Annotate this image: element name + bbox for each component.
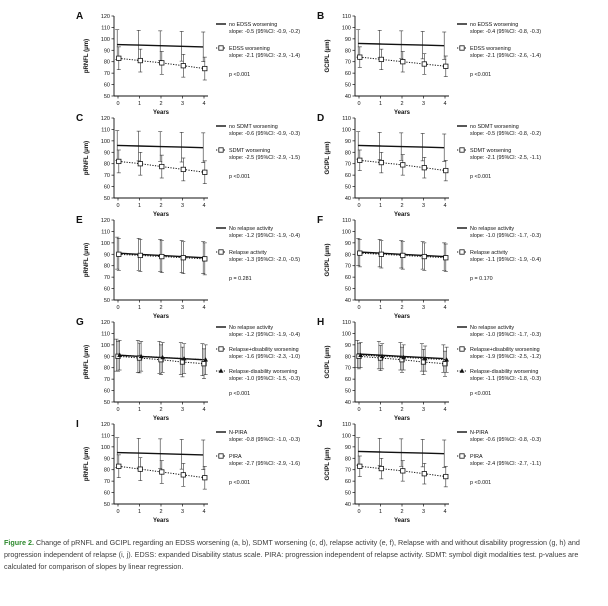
y-tick-label: 70	[344, 365, 351, 372]
data-point	[160, 254, 164, 258]
x-axis-label: Years	[393, 416, 411, 422]
legend-label: N-PIRA	[229, 430, 248, 436]
x-tick-label: 2	[400, 305, 404, 311]
x-tick-label: 4	[443, 101, 447, 107]
figure-frame	[64, 0, 542, 526]
p-value: p <0.001	[229, 391, 251, 397]
panel-letter: I	[76, 419, 79, 430]
panel-d	[317, 113, 541, 218]
x-tick-label: 2	[159, 407, 163, 413]
legend-label: No relapse activity	[229, 325, 274, 331]
y-tick-label: 70	[103, 275, 110, 282]
x-tick-label: 1	[137, 101, 142, 107]
y-tick-label: 60	[103, 286, 110, 293]
panel-e	[76, 215, 300, 320]
x-tick-label: 1	[378, 407, 383, 413]
data-point	[401, 253, 405, 257]
panel-b	[317, 11, 541, 116]
x-tick-label: 4	[202, 203, 206, 209]
panel-f	[317, 215, 541, 320]
data-point	[444, 474, 448, 478]
y-tick-label: 110	[342, 422, 351, 428]
y-tick-label: 100	[100, 138, 110, 145]
legend-slope: slope: -0.6 (95%CI: -0.8, -0.3)	[470, 437, 542, 443]
data-point	[181, 64, 185, 68]
x-tick-label: 1	[378, 509, 383, 515]
y-tick-label: 60	[103, 184, 110, 191]
legend-label: No relapse activity	[229, 226, 274, 232]
data-point	[117, 252, 121, 256]
x-axis-label: Years	[393, 110, 411, 116]
legend-slope: slope: -1.6 (95%CI: -2.3, -1.0)	[229, 354, 301, 360]
legend-marker	[460, 250, 464, 254]
y-tick-label: 40	[344, 196, 351, 202]
caption-lead: Figure 2.	[4, 538, 34, 547]
x-tick-label: 0	[116, 407, 120, 413]
x-tick-label: 0	[357, 305, 361, 311]
legend-label: Relapse activity	[470, 250, 508, 256]
panel-letter: G	[76, 317, 84, 328]
y-tick-label: 80	[103, 59, 110, 66]
y-tick-label: 110	[101, 229, 110, 236]
y-tick-label: 90	[344, 240, 351, 247]
p-value: p <0.001	[229, 174, 251, 180]
data-point	[203, 257, 207, 261]
y-axis-label: pRNFL (μm)	[84, 140, 90, 176]
y-tick-label: 60	[344, 479, 351, 486]
x-axis-label: Years	[152, 110, 170, 116]
data-point	[358, 158, 362, 162]
y-tick-label: 90	[103, 252, 110, 259]
legend-slope: slope: -1.1 (95%CI: -1.8, -0.3)	[470, 376, 542, 382]
legend-label: no SDMT worsening	[229, 124, 278, 130]
p-value: p = 0.170	[470, 276, 493, 282]
legend-label: N-PIRA	[470, 430, 489, 436]
y-tick-label: 100	[100, 342, 110, 349]
x-axis-label: Years	[152, 314, 170, 320]
y-axis-label: pRNFL (μm)	[84, 344, 90, 380]
data-point	[160, 470, 164, 474]
y-tick-label: 110	[342, 14, 351, 20]
y-axis-label: GCIPL (μm)	[325, 243, 331, 277]
y-tick-label: 90	[103, 48, 110, 55]
p-value: p = 0.281	[229, 276, 252, 282]
x-tick-label: 4	[443, 203, 447, 209]
p-value: p <0.001	[229, 480, 251, 486]
x-tick-label: 4	[202, 305, 206, 311]
y-tick-label: 60	[103, 82, 110, 89]
x-tick-label: 3	[421, 407, 426, 413]
x-tick-label: 4	[202, 407, 206, 413]
y-tick-label: 100	[341, 25, 351, 32]
data-point	[422, 254, 426, 258]
legend-marker	[460, 454, 464, 458]
legend-label: SDMT worsening	[229, 148, 271, 154]
y-tick-label: 80	[103, 365, 110, 372]
legend-slope: slope: -0.8 (95%CI: -1.0, -0.3)	[229, 437, 301, 443]
legend-label: SDMT worsening	[470, 148, 512, 154]
panel-a	[76, 11, 300, 116]
legend-label: Relapse activity	[229, 250, 267, 256]
legend-slope: slope: -0.6 (95%CI: -0.9, -0.3)	[229, 131, 301, 137]
data-point	[181, 167, 185, 171]
y-tick-label: 110	[101, 127, 110, 134]
data-point	[379, 466, 383, 470]
y-tick-label: 120	[100, 422, 110, 428]
data-point	[117, 464, 121, 468]
y-tick-label: 80	[103, 263, 110, 270]
panel-letter: F	[317, 215, 324, 226]
y-axis-label: GCIPL (μm)	[325, 345, 331, 379]
y-tick-label: 40	[344, 94, 351, 100]
x-tick-label: 1	[378, 305, 383, 311]
p-value: p <0.001	[470, 174, 492, 180]
y-tick-label: 110	[101, 25, 110, 32]
legend-slope: slope: -0.5 (95%CI: -0.9, -0.2)	[229, 29, 301, 35]
y-tick-label: 70	[103, 479, 110, 486]
x-tick-label: 1	[137, 305, 142, 311]
data-point	[422, 62, 426, 66]
data-point	[138, 58, 142, 62]
data-point	[358, 464, 362, 468]
legend-slope: slope: -2.1 (95%CI: -2.5, -1.1)	[470, 155, 542, 161]
y-tick-label: 70	[344, 161, 351, 168]
legend-marker	[460, 46, 464, 50]
data-point	[138, 253, 142, 257]
legend-slope: slope: -1.0 (95%CI: -1.7, -0.3)	[470, 233, 542, 239]
legend-marker	[460, 148, 464, 152]
y-tick-label: 100	[341, 433, 351, 440]
data-point	[160, 61, 164, 65]
x-tick-label: 3	[180, 509, 185, 515]
legend-slope: slope: -1.2 (95%CI: -1.9, -0.4)	[229, 332, 301, 338]
x-tick-label: 1	[378, 203, 383, 209]
data-point	[379, 252, 383, 256]
panel-c	[76, 113, 300, 218]
x-tick-label: 2	[400, 407, 404, 413]
x-tick-label: 0	[116, 101, 120, 107]
x-tick-label: 2	[159, 203, 163, 209]
panel-j	[317, 419, 541, 524]
data-point	[444, 168, 448, 172]
x-tick-label: 0	[357, 203, 361, 209]
y-tick-label: 100	[100, 444, 110, 451]
y-tick-label: 80	[344, 48, 351, 55]
legend-label: no EDSS worsening	[229, 22, 278, 28]
legend-marker	[219, 46, 223, 50]
y-tick-label: 120	[100, 116, 110, 122]
x-tick-label: 3	[180, 305, 185, 311]
legend-marker	[219, 148, 223, 152]
y-tick-label: 60	[103, 490, 110, 497]
data-point	[401, 60, 405, 64]
y-tick-label: 110	[101, 331, 110, 338]
y-tick-label: 110	[342, 320, 351, 326]
y-tick-label: 70	[344, 263, 351, 270]
p-value: p <0.001	[470, 480, 492, 486]
data-point	[138, 467, 142, 471]
y-tick-label: 80	[344, 456, 351, 463]
y-tick-label: 80	[344, 252, 351, 259]
data-point	[203, 170, 207, 174]
y-axis-label: GCIPL (μm)	[325, 141, 331, 175]
x-tick-label: 4	[202, 509, 206, 515]
y-tick-label: 50	[103, 298, 110, 304]
x-tick-label: 1	[137, 407, 142, 413]
x-tick-label: 4	[443, 305, 447, 311]
data-point	[117, 159, 121, 163]
y-axis-label: GCIPL (μm)	[325, 447, 331, 481]
y-tick-label: 50	[103, 400, 110, 406]
x-axis-label: Years	[393, 212, 411, 218]
x-tick-label: 4	[443, 509, 447, 515]
legend-label: EDSS worsening	[470, 46, 511, 52]
x-axis-label: Years	[152, 416, 170, 422]
y-tick-label: 110	[342, 116, 351, 122]
y-tick-label: 90	[344, 342, 351, 349]
x-tick-label: 3	[180, 101, 185, 107]
p-value: p <0.001	[470, 391, 492, 397]
y-tick-label: 100	[341, 331, 351, 338]
x-tick-label: 3	[180, 203, 185, 209]
x-axis-label: Years	[152, 212, 170, 218]
y-tick-label: 60	[103, 388, 110, 395]
y-tick-label: 100	[100, 36, 110, 43]
x-tick-label: 0	[116, 305, 120, 311]
data-point	[203, 476, 207, 480]
legend-slope: slope: -1.2 (95%CI: -1.9, -0.4)	[229, 233, 301, 239]
y-axis-label: pRNFL (μm)	[84, 446, 90, 482]
y-axis-label: pRNFL (μm)	[84, 242, 90, 278]
y-tick-label: 50	[344, 82, 351, 89]
figure-caption	[4, 537, 604, 573]
x-tick-label: 3	[421, 203, 426, 209]
panel-i	[76, 419, 300, 524]
y-tick-label: 50	[344, 286, 351, 293]
legend-slope: slope: -1.0 (95%CI: -1.7, -0.3)	[470, 332, 542, 338]
y-tick-label: 100	[341, 229, 351, 236]
y-tick-label: 100	[100, 240, 110, 247]
panel-letter: B	[317, 11, 325, 22]
x-tick-label: 2	[159, 305, 163, 311]
x-tick-label: 4	[443, 407, 447, 413]
x-tick-label: 0	[116, 509, 120, 515]
data-point	[358, 55, 362, 59]
y-tick-label: 50	[103, 196, 110, 202]
x-tick-label: 2	[400, 203, 404, 209]
legend-label: No relapse activity	[470, 325, 515, 331]
data-point	[203, 66, 207, 70]
data-point	[422, 166, 426, 170]
y-tick-label: 40	[344, 298, 351, 304]
legend-label: Relapse-disability worsening	[470, 369, 539, 375]
y-tick-label: 120	[100, 218, 110, 224]
data-point	[401, 163, 405, 167]
legend-label: no SDMT worsening	[470, 124, 519, 130]
x-tick-label: 3	[180, 407, 185, 413]
legend-marker	[219, 454, 223, 458]
data-point	[422, 472, 426, 476]
legend-label: Relapse-disability worsening	[229, 369, 298, 375]
data-point	[358, 251, 362, 255]
y-tick-label: 70	[103, 377, 110, 384]
y-tick-label: 40	[344, 502, 351, 508]
y-tick-label: 60	[344, 71, 351, 78]
y-tick-label: 60	[344, 377, 351, 384]
x-tick-label: 1	[137, 509, 142, 515]
x-tick-label: 0	[357, 509, 361, 515]
y-tick-label: 80	[103, 161, 110, 168]
x-tick-label: 3	[421, 305, 426, 311]
panel-letter: E	[76, 215, 83, 226]
x-axis-label: Years	[152, 518, 170, 524]
y-tick-label: 90	[344, 138, 351, 145]
y-tick-label: 50	[344, 184, 351, 191]
panel-letter: C	[76, 113, 84, 124]
x-tick-label: 3	[421, 101, 426, 107]
y-tick-label: 110	[342, 218, 351, 224]
legend-slope: slope: -2.5 (95%CI: -2.9, -1.5)	[229, 155, 301, 161]
legend-label: No relapse activity	[470, 226, 515, 232]
legend-label: Relapse+disability worsening	[229, 347, 299, 353]
legend-label: EDSS worsening	[229, 46, 270, 52]
x-tick-label: 1	[378, 101, 383, 107]
p-value: p <0.001	[470, 72, 492, 78]
legend-slope: slope: -0.5 (95%CI: -0.8, -0.2)	[470, 131, 542, 137]
legend-slope: slope: -0.4 (95%CI: -0.8, -0.3)	[470, 29, 542, 35]
panel-g	[76, 317, 300, 422]
x-tick-label: 2	[400, 509, 404, 515]
panel-letter: H	[317, 317, 325, 328]
y-tick-label: 120	[100, 14, 110, 20]
y-tick-label: 100	[341, 127, 351, 134]
legend-slope: slope: -2.1 (95%CI: -2.9, -1.4)	[229, 53, 301, 59]
y-axis-label: GCIPL (μm)	[325, 39, 331, 73]
y-tick-label: 50	[103, 94, 110, 100]
y-tick-label: 80	[344, 354, 351, 361]
y-tick-label: 60	[344, 275, 351, 282]
legend-slope: slope: -1.1 (95%CI: -1.9, -0.4)	[470, 257, 542, 263]
data-point	[117, 56, 121, 60]
panel-letter: J	[317, 419, 323, 430]
panel-letter: A	[76, 11, 84, 22]
data-point	[181, 473, 185, 477]
legend-slope: slope: -1.0 (95%CI: -1.5, -0.3)	[229, 376, 301, 382]
data-point	[444, 64, 448, 68]
x-axis-label: Years	[393, 518, 411, 524]
legend-slope: slope: -2.1 (95%CI: -2.6, -1.4)	[470, 53, 542, 59]
legend-slope: slope: -1.9 (95%CI: -2.5, -1.2)	[470, 354, 542, 360]
legend-slope: slope: -2.7 (95%CI: -2.9, -1.6)	[229, 461, 301, 467]
legend-label: no EDSS worsening	[470, 22, 519, 28]
data-point	[138, 162, 142, 166]
y-tick-label: 90	[344, 444, 351, 451]
y-tick-label: 40	[344, 400, 351, 406]
y-tick-label: 80	[103, 467, 110, 474]
data-point	[181, 256, 185, 260]
y-tick-label: 50	[344, 490, 351, 497]
y-tick-label: 50	[103, 502, 110, 508]
x-tick-label: 0	[116, 203, 120, 209]
y-tick-label: 120	[100, 320, 110, 326]
caption-text: Change of pRNFL and GCIPL regarding an EDSS worsening (a, b), SDMT worsening (c, d), relapse activity (e, f), Relapse with and without disability progression (g, h) and progression independent of relapse (i, j). EDSS: expanded Disability status scale. PIRA: progression independent of relapse activity. SDMT: symbol digit modalities test. p-values are calculated for comparison of slopes by linear regression.	[4, 538, 580, 571]
x-tick-label: 1	[137, 203, 142, 209]
y-tick-label: 60	[344, 173, 351, 180]
legend-marker	[219, 347, 223, 351]
legend-marker	[219, 250, 223, 254]
y-tick-label: 90	[103, 456, 110, 463]
figure-panels	[64, 0, 542, 526]
data-point	[444, 256, 448, 260]
legend-label: PIRA	[229, 454, 242, 460]
x-axis-label: Years	[393, 314, 411, 320]
y-tick-label: 110	[101, 433, 110, 440]
y-tick-label: 90	[103, 150, 110, 157]
y-tick-label: 90	[103, 354, 110, 361]
x-tick-label: 2	[159, 509, 163, 515]
x-tick-label: 2	[159, 101, 163, 107]
p-value: p <0.001	[229, 72, 251, 78]
data-point	[379, 160, 383, 164]
data-point	[379, 57, 383, 61]
x-tick-label: 3	[421, 509, 426, 515]
y-tick-label: 90	[344, 36, 351, 43]
x-tick-label: 2	[400, 101, 404, 107]
x-tick-label: 4	[202, 101, 206, 107]
y-tick-label: 80	[344, 150, 351, 157]
y-tick-label: 50	[344, 388, 351, 395]
y-tick-label: 70	[344, 59, 351, 66]
y-tick-label: 70	[344, 467, 351, 474]
legend-slope: slope: -2.4 (95%CI: -2.7, -1.1)	[470, 461, 542, 467]
legend-label: PIRA	[470, 454, 483, 460]
y-axis-label: pRNFL (μm)	[84, 38, 90, 74]
legend-marker	[460, 347, 464, 351]
data-point	[160, 164, 164, 168]
legend-label: Relapse+disability worsening	[470, 347, 540, 353]
legend-slope: slope: -1.3 (95%CI: -2.0, -0.5)	[229, 257, 301, 263]
panel-letter: D	[317, 113, 325, 124]
data-point	[401, 469, 405, 473]
y-tick-label: 70	[103, 173, 110, 180]
panel-h	[317, 317, 541, 422]
x-tick-label: 0	[357, 407, 361, 413]
x-tick-label: 0	[357, 101, 361, 107]
y-tick-label: 70	[103, 71, 110, 78]
